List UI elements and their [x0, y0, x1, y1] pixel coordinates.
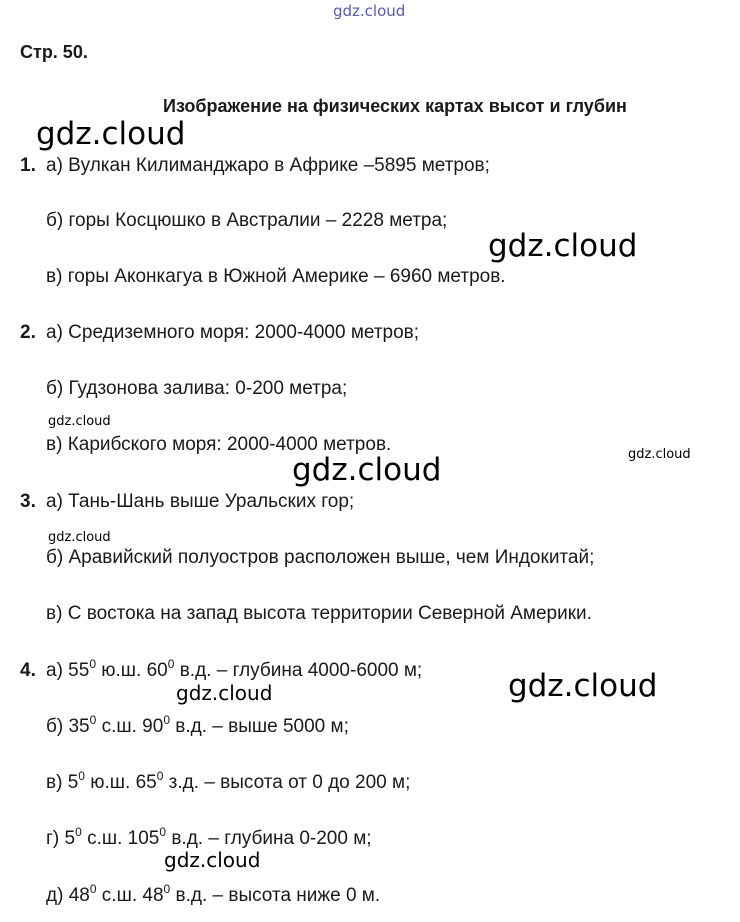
- answer-text: а) Вулкан Килиманджаро в Африке –5895 метров;: [46, 155, 490, 176]
- page-title: Изображение на физических картах высот и глубин: [163, 96, 627, 116]
- task-2-item-a: [20, 322, 419, 344]
- task-2-item-c: в) Карибского моря: 2000-4000 метров.: [46, 434, 392, 455]
- degree-mark: 0: [167, 657, 175, 671]
- watermark-top: gdz.cloud: [333, 2, 406, 20]
- task-4-item-d: г) $5^0$ с.ш. $105^0$ в.д. – глубина 0-200 м;: [46, 825, 372, 849]
- task-number: 1.: [20, 155, 36, 176]
- task-4-item-b: б) $35^0$ с.ш. $90^0$ в.д. – выше 5000 м;: [46, 713, 349, 737]
- task-4-item-a: 4. а) $55^0$ ю.ш. $60^0$ в.д. – глубина 4000-6000 м;: [20, 657, 423, 681]
- watermark: gdz.cloud: [508, 668, 658, 704]
- watermark: gdz.cloud: [292, 452, 442, 488]
- task-4-item-c: в) $5^0$ ю.ш. $65^0$ з.д. – высота от 0 до 200 м;: [46, 769, 411, 793]
- answer-text: а) Тань-Шань выше Уральских гор;: [46, 491, 355, 512]
- task-2-item-b: б) Гудзонова залива: 0-200 метра;: [46, 378, 348, 399]
- watermark: gdz.cloud: [488, 228, 638, 264]
- watermark: gdz.cloud: [36, 116, 186, 152]
- task-4-item-e: д) $48^0$ с.ш. $48^0$ в.д. – высота ниже 0 м.: [46, 882, 381, 906]
- degree-mark: 0: [75, 825, 82, 839]
- degree-mark: 0: [89, 657, 96, 671]
- task-1-item-b: б) горы Косцюшко в Австралии – 2228 метра;: [46, 210, 448, 231]
- degree-mark: 0: [163, 713, 170, 727]
- degree-mark: 0: [159, 825, 167, 839]
- answer-text: а) Средиземного моря: 2000-4000 метров;: [46, 322, 420, 343]
- degree-mark: 0: [89, 882, 97, 896]
- task-number: 2.: [20, 322, 36, 343]
- task-3-item-b: б) Аравийский полуостров расположен выше, чем Индокитай;: [46, 547, 595, 568]
- degree-mark: 0: [156, 769, 164, 783]
- task-number: 4.: [20, 660, 36, 681]
- degree-mark: 0: [163, 882, 171, 896]
- watermark: gdz.cloud: [48, 530, 111, 545]
- watermark: gdz.cloud: [48, 414, 111, 429]
- task-3-item-a: [20, 491, 354, 513]
- task-1-item-a: [20, 155, 490, 177]
- task-1-item-c: в) горы Аконкагуа в Южной Америке – 6960 метров.: [46, 266, 506, 287]
- watermark: gdz.cloud: [164, 848, 261, 872]
- degree-mark: 0: [78, 769, 85, 783]
- page-label: Стр. 50.: [20, 42, 88, 62]
- task-3-item-c: в) С востока на запад высота территории Северной Америки.: [46, 603, 592, 624]
- watermark: gdz.cloud: [628, 447, 691, 462]
- degree-mark: 0: [89, 713, 97, 727]
- watermark: gdz.cloud: [176, 681, 273, 705]
- task-number: 3.: [20, 491, 36, 512]
